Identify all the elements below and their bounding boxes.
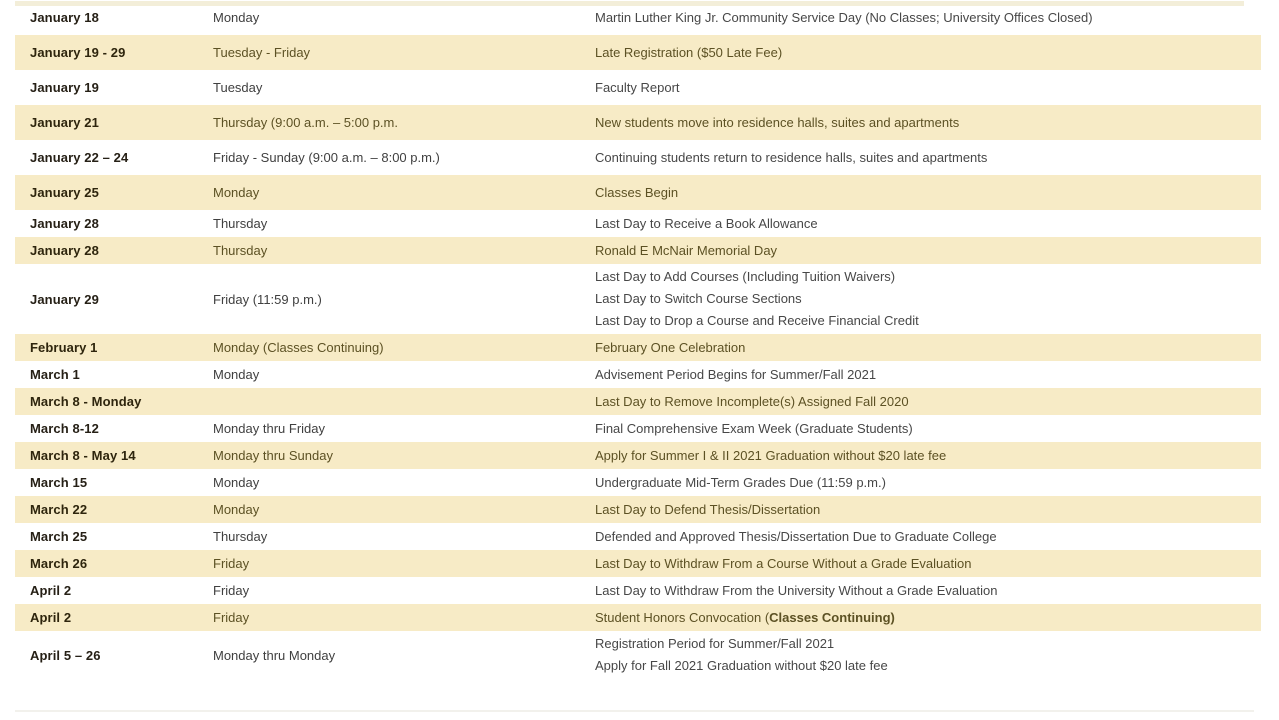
event-cell xyxy=(595,499,1261,521)
event-line: Last Day to Switch Course Sections xyxy=(595,291,802,306)
date-cell: January 19 xyxy=(30,80,99,95)
event-line: Registration Period for Summer/Fall 2021 xyxy=(595,636,835,651)
event-cell xyxy=(595,7,1261,29)
table-row xyxy=(15,604,1261,631)
date-cell: March 1 xyxy=(30,367,80,382)
event-cell xyxy=(595,553,1261,575)
date-cell: March 26 xyxy=(30,556,88,571)
date-cell: March 25 xyxy=(30,529,88,544)
day-cell: Monday xyxy=(213,10,260,25)
event-line: Last Day to Remove Incomplete(s) Assigned Fall 2020 xyxy=(595,393,909,409)
event-text-bold: Classes Continuing) xyxy=(769,609,895,625)
event-cell xyxy=(595,147,1261,169)
event-text: Student Honors Convocation ( xyxy=(595,609,770,625)
event-cell xyxy=(595,337,1261,359)
event-cell xyxy=(595,182,1261,204)
day-cell: Friday (11:59 p.m.) xyxy=(213,291,322,307)
day-cell: Monday (Classes Continuing) xyxy=(213,340,384,355)
day-cell: Thursday xyxy=(213,243,268,258)
event-line: February One Celebration xyxy=(595,339,746,355)
date-cell: March 8 - May 14 xyxy=(30,448,136,463)
date-cell: April 5 – 26 xyxy=(30,647,101,663)
table-row xyxy=(15,70,1261,105)
date-cell: March 8 - Monday xyxy=(30,394,142,409)
table-row xyxy=(15,140,1261,175)
event-line: New students move into residence halls, suites and apartments xyxy=(595,114,960,130)
table-row xyxy=(15,334,1261,361)
day-cell: Thursday xyxy=(213,529,268,544)
event-line: Undergraduate Mid-Term Grades Due (11:59 p.m.) xyxy=(595,474,886,490)
day-cell: Monday xyxy=(213,367,260,382)
event-line: Final Comprehensive Exam Week (Graduate Students) xyxy=(595,420,913,436)
day-cell: Monday xyxy=(213,502,260,517)
day-cell: Monday xyxy=(213,475,260,490)
event-cell xyxy=(595,526,1261,548)
day-cell: Friday xyxy=(213,556,250,571)
event-line: Defended and Approved Thesis/Dissertation Due to Graduate College xyxy=(595,528,997,544)
event-cell xyxy=(595,580,1261,602)
date-cell: January 22 – 24 xyxy=(30,150,129,165)
table-row xyxy=(15,0,1261,35)
event-cell xyxy=(595,77,1261,99)
table-row xyxy=(15,105,1261,140)
event-line: Apply for Summer I & II 2021 Graduation without $20 late fee xyxy=(595,447,947,463)
table-row xyxy=(15,550,1261,577)
event-cell xyxy=(595,266,1261,332)
date-cell: March 15 xyxy=(30,475,88,490)
table-row xyxy=(15,442,1261,469)
event-line: Late Registration ($50 Late Fee) xyxy=(595,44,783,60)
day-cell: Thursday xyxy=(213,216,268,231)
event-line: Martin Luther King Jr. Community Service Day (No Classes; University Offices Closed) xyxy=(595,9,1093,25)
event-line: Last Day to Add Courses (Including Tuition Waivers) xyxy=(595,269,896,284)
event-line: Advisement Period Begins for Summer/Fall 2021 xyxy=(595,366,877,382)
table-row xyxy=(15,631,1261,679)
day-cell: Monday xyxy=(213,185,260,200)
date-cell: February 1 xyxy=(30,340,98,355)
event-line: Last Day to Receive a Book Allowance xyxy=(595,215,818,231)
day-cell: Monday thru Friday xyxy=(213,421,325,436)
date-cell: April 2 xyxy=(30,610,72,625)
day-cell: Friday xyxy=(213,583,250,598)
day-cell: Monday thru Monday xyxy=(213,647,336,663)
day-cell: Thursday (9:00 a.m. – 5:00 p.m. xyxy=(213,115,398,130)
day-cell: Friday - Sunday (9:00 a.m. – 8:00 p.m.) xyxy=(213,150,440,165)
table-row xyxy=(15,264,1261,334)
date-cell: January 29 xyxy=(30,291,99,307)
event-cell xyxy=(595,418,1261,440)
event-line: Last Day to Withdraw From the University Without a Grade Evaluation xyxy=(595,582,998,598)
date-cell: January 25 xyxy=(30,185,99,200)
table-row xyxy=(15,210,1261,237)
date-cell: January 18 xyxy=(30,10,99,25)
table-row xyxy=(15,237,1261,264)
event-line: Faculty Report xyxy=(595,79,680,95)
table-row xyxy=(15,469,1261,496)
table-row xyxy=(15,577,1261,604)
day-cell: Tuesday - Friday xyxy=(213,45,311,60)
event-cell xyxy=(595,607,1261,629)
event-cell xyxy=(595,445,1261,467)
date-cell: April 2 xyxy=(30,583,72,598)
date-cell: January 19 - 29 xyxy=(30,45,126,60)
event-cell xyxy=(595,633,1261,677)
table-row xyxy=(15,361,1261,388)
event-line: Ronald E McNair Memorial Day xyxy=(595,242,778,258)
date-cell: January 28 xyxy=(30,243,99,258)
table-row xyxy=(15,35,1261,70)
event-cell xyxy=(595,472,1261,494)
day-cell: Monday thru Sunday xyxy=(213,448,333,463)
event-cell xyxy=(595,240,1261,262)
date-cell: March 8-12 xyxy=(30,421,99,436)
event-cell xyxy=(595,213,1261,235)
table-row xyxy=(15,175,1261,210)
date-cell: January 28 xyxy=(30,216,99,231)
bottom-divider xyxy=(15,710,1254,712)
day-cell: Friday xyxy=(213,610,250,625)
table-row xyxy=(15,388,1261,415)
event-line xyxy=(595,607,1261,629)
event-line: Last Day to Drop a Course and Receive Financial Credit xyxy=(595,313,919,328)
date-cell: March 22 xyxy=(30,502,88,517)
table-row xyxy=(15,415,1261,442)
event-cell xyxy=(595,364,1261,386)
event-cell xyxy=(595,42,1261,64)
date-cell: January 21 xyxy=(30,115,99,130)
event-line: Continuing students return to residence halls, suites and apartments xyxy=(595,149,988,165)
event-cell xyxy=(595,391,1261,413)
table-row xyxy=(15,496,1261,523)
event-cell xyxy=(595,112,1261,134)
table-row xyxy=(15,523,1261,550)
event-line: Last Day to Withdraw From a Course Without a Grade Evaluation xyxy=(595,555,972,571)
event-line: Apply for Fall 2021 Graduation without $20 late fee xyxy=(595,658,888,673)
day-cell: Tuesday xyxy=(213,80,263,95)
event-line: Classes Begin xyxy=(595,184,679,200)
event-line: Last Day to Defend Thesis/Dissertation xyxy=(595,501,821,517)
